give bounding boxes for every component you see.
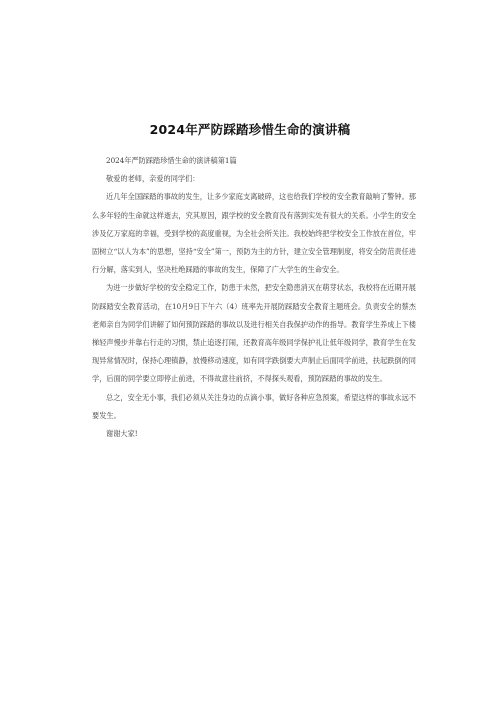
salutation: 敬爱的老师，亲爱的同学们：	[106, 174, 200, 184]
document-title: 2024年严防踩踏珍惜生命的演讲稿	[149, 122, 351, 137]
paragraph-activity: 为进一步做好学校的安全稳定工作，防患于未然，把安全隐患消灭在萌芽状态，我校将在近期开展防踩踏安全教育活动，在10月9日下午六（4）班率先开展防踩踏安全教育主题班会。负责安全的蔡杰老师亲自为同学们讲解了如何预防踩踏的事故以及进行相关自我保护动作的指导。教育学生养成上下楼梯轻声慢步并靠右行走的习惯，禁止追逐打闹，还教育高年级同学保护礼让低年级同学，教育学生在发现异常情况时，保持心理镇静，放慢移动速度，如有同学跌倒要大声制止后面同学前进，扶起跌倒的同学，后面的同学要立即停止前进，不得故意往前挤，不得探头观看，预防踩踏的事故的发生。	[92, 283, 416, 384]
document-body	[92, 152, 416, 443]
paragraph-intro: 近几年全国踩踏的事故的发生，让多少家庭支离破碎，这也给我们学校的安全教育敲响了警钟。那么多年轻的生命就这样逝去，究其原因，跟学校的安全教育没有落到实处有很大的关系。小学生的安全涉及亿万家庭的幸福，受到学校的高度重视，为全社会所关注。我校始终把学校安全工作放在首位，牢固树立“以人为本”的思想，坚持“安全”第一，预防为主的方针，建立安全管理制度，将安全防范责任进行分解，落实到人，坚决杜绝踩踏的事故的发生，保障了广大学生的生命安全。	[92, 192, 416, 275]
section-heading: 2024年严防踩踏珍惜生命的演讲稿第1篇	[106, 156, 237, 165]
closing-thanks: 谢谢大家!	[106, 429, 138, 439]
paragraph-conclusion: 总之，安全无小事，我们必须从关注身边的点滴小事，做好各种应急预案，希望这样的事故永远不要发生。	[92, 392, 416, 420]
